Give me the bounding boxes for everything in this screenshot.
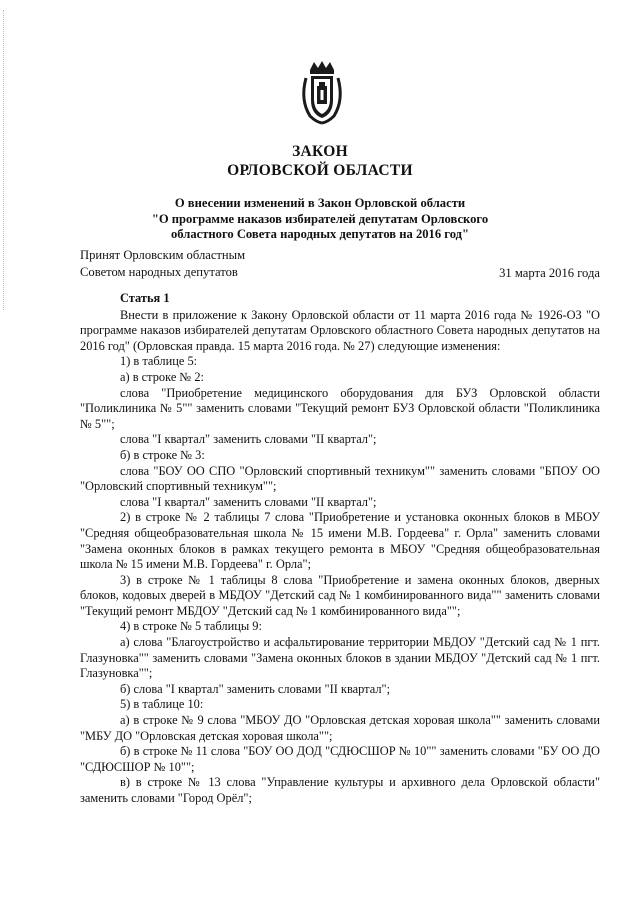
adoption-line: Принят Орловским областным	[80, 248, 246, 262]
paragraph: б) в строке № 11 слова "БОУ ОО ДОД "СДЮСШОР № 10"" заменить словами "БУ ОО ДО "СДЮСШОР № 10"";	[80, 744, 600, 774]
paragraph: 2) в строке № 2 таблицы 7 слова "Приобретение и установка оконных блоков в МБОУ "Средняя общеобразовательная школа № 15 имени М.В. Гордеева" г. Орла" заменить словами "Замена оконных блоков в рамках текущего ремонта в МБОУ "Средняя общеобразовательная школа № 15 имени М.В. Гордеева" г. Орла";	[80, 510, 600, 572]
document-subtitle	[0, 196, 640, 243]
paragraph: 5) в таблице 10:	[120, 697, 204, 712]
subtitle-line: областного Совета народных депутатов на 2016 год"	[171, 227, 469, 241]
coat-of-arms-icon	[298, 60, 346, 126]
paragraph: слова "БОУ ОО СПО "Орловский спортивный техникум"" заменить словами "БПОУ ОО "Орловский спортивный техникум"";	[80, 463, 600, 494]
subtitle-line: О внесении изменений в Закон Орловской области	[174, 196, 466, 210]
document-region: ОРЛОВСКОЙ ОБЛАСТИ	[227, 162, 413, 179]
paragraph: 4) в строке № 5 таблицы 9:	[120, 619, 262, 634]
paragraph: б) слова "I квартал" заменить словами "II квартал";	[120, 681, 391, 696]
paragraph: а) слова "Благоустройство и асфальтирование территории МБДОУ "Детский сад № 1 пгт. Глазуновка"" заменить словами "Замена оконных блоков в здании МБДОУ "Детский сад № 1 пгт. Глазуновка"";	[80, 635, 600, 681]
paragraph: 3) в строке № 1 таблицы 8 слова "Приобретение и замена оконных блоков, дверных блоков, кодовых дверей в МБДОУ "Детский сад № 1 комбинированного вида"" заменить словами "Текущий ремонт МБДОУ "Детский сад № 1 комбинированного вида"";	[80, 572, 600, 618]
paragraph: б) в строке № 3:	[120, 447, 205, 462]
adoption-note	[80, 247, 245, 281]
adoption-date: 31 марта 2016 года	[499, 266, 600, 280]
article-heading: Статья 1	[120, 291, 170, 305]
paragraph: а) в строке № 9 слова "МБОУ ДО "Орловская детская хоровая школа"" заменить словами "МБУ ДО "Орловская детская хоровая школа"";	[80, 713, 600, 743]
paragraph: слова "I квартал" заменить словами "II квартал";	[120, 494, 377, 509]
subtitle-line: "О программе наказов избирателей депутатам Орловского	[151, 211, 489, 226]
adoption-line: Советом народных депутатов	[80, 265, 238, 279]
paragraph: в) в строке № 13 слова "Управление культуры и архивного дела Орловской области" заменить словами "Город Орёл";	[80, 775, 600, 805]
paragraph: 1) в таблице 5:	[120, 354, 198, 369]
paragraph: а) в строке № 2:	[120, 369, 204, 384]
paragraph: слова "Приобретение медицинского оборудования для БУЗ Орловской области "Поликлиника № 5"" заменить словами "Текущий ремонт БУЗ Орловской области "Поликлиника № 5"";	[80, 385, 600, 431]
paragraph: Внести в приложение к Закону Орловской области от 11 марта 2016 года № 1926-ОЗ "О программе наказов избирателей депутатам Орловского областного Совета народных депутатов на 2016 год" (Орловская правда. 15 марта 2016 года. № 27) следующие изменения:	[80, 307, 600, 353]
document-title: ЗАКОН	[292, 143, 348, 160]
paragraph: слова "I квартал" заменить словами "II квартал";	[120, 432, 377, 447]
article-body	[80, 291, 600, 807]
